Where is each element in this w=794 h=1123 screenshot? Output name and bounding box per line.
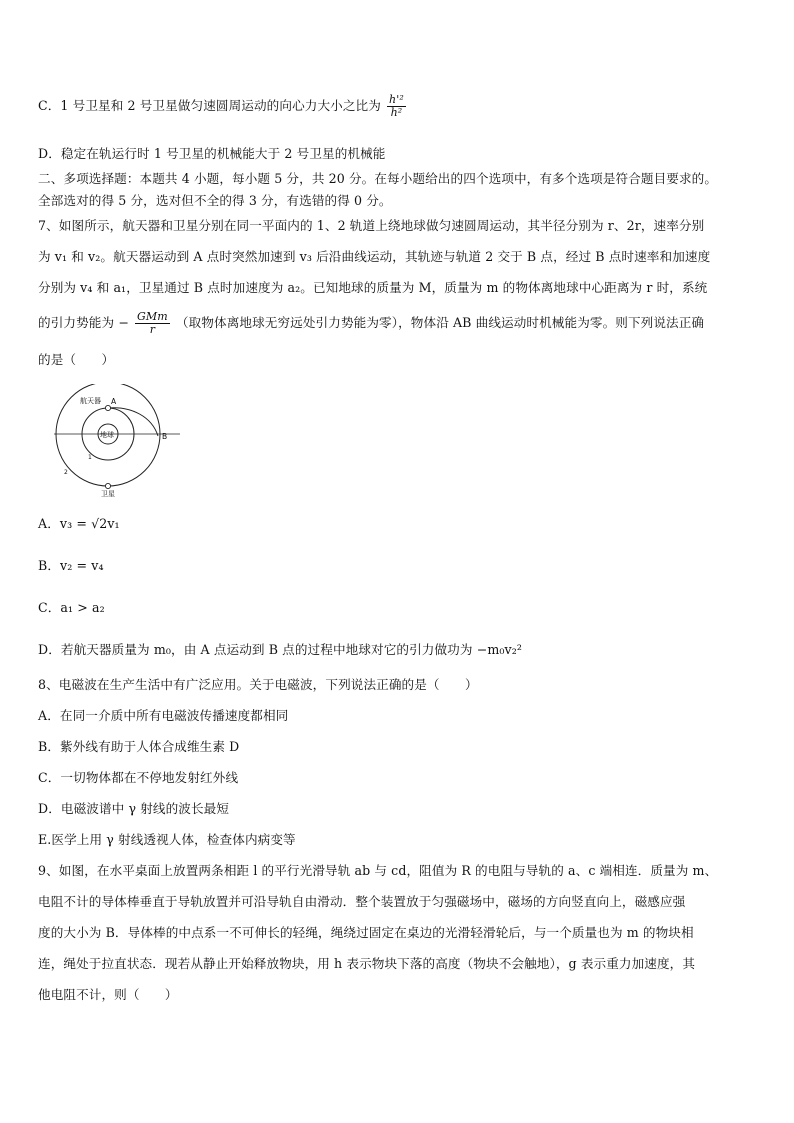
q6-option-c (38, 94, 760, 119)
q9-stem-line-3: 度的大小为 B．导体棒的中点系一不可伸长的轻绳，绳绕过固定在桌边的光滑轻滑轮后，与一个质量也为 m 的物块相 (38, 925, 694, 940)
orbit-diagram (52, 384, 182, 499)
section-2-instructions-line-2: 全部选对的得 5 分，选对但不全的得 3 分，有选错的得 0 分。 (38, 193, 392, 208)
label-point-b: B (162, 432, 168, 441)
transfer-trajectory-curve (108, 408, 158, 436)
fraction-denominator: h² (390, 106, 403, 119)
q7-option-b: B．v₂ = v₄ (38, 558, 104, 573)
q6-option-c-text: C．1 号卫星和 2 号卫星做匀速圆周运动的向心力大小之比为 (38, 98, 381, 113)
q7-option-c: C．a₁ > a₂ (38, 600, 105, 615)
label-satellite: 卫星 (101, 490, 115, 498)
q9-stem-line-4: 连，绳处于拉直状态．现若从静止开始释放物块，用 h 表示物块下落的高度（物块不会触地），g 表示重力加速度，其 (38, 956, 696, 971)
q9-stem-line-5: 他电阻不计，则（ ） (38, 987, 178, 1002)
q7-stem-line-4-rest: （取物体离地球无穷远处引力势能为零），物体沿 AB 曲线运动时机械能为零。则下列说法正确 (175, 315, 705, 330)
satellite-marker (105, 483, 110, 488)
label-orbit-2: 2 (64, 469, 68, 476)
q7-potential-energy-prefix: 的引力势能为 − (38, 315, 129, 330)
fraction-numerator: h'² (389, 93, 404, 106)
q7-potential-energy-fraction (135, 311, 170, 336)
q8-option-a: A．在同一介质中所有电磁波传播速度都相同 (38, 708, 289, 723)
q7-stem-line-4 (38, 311, 760, 336)
q6-option-d: D．稳定在轨运行时 1 号卫星的机械能大于 2 号卫星的机械能 (38, 146, 386, 161)
label-spacecraft: 航天器 (80, 397, 101, 405)
label-point-a: A (111, 397, 117, 406)
q9-stem-line-2: 电阻不计的导体棒垂直于导轨放置并可沿导轨自由滑动．整个装置放于匀强磁场中，磁场的方向竖直向上，磁感应强 (38, 894, 686, 909)
q8-option-c: C．一切物体都在不停地发射红外线 (38, 770, 239, 785)
fraction-numerator: GMm (137, 310, 168, 323)
q6-option-c-fraction (387, 94, 406, 119)
fraction-denominator: r (149, 323, 156, 336)
label-earth: 地球 (100, 431, 114, 439)
q8-option-e: E.医学上用 γ 射线透视人体，检查体内病变等 (38, 832, 296, 847)
q7-option-a: A．v₃ = √2v₁ (38, 516, 120, 531)
spacecraft-marker (105, 405, 110, 410)
q9-stem-line-1: 9、如图，在水平桌面上放置两条相距 l 的平行光滑导轨 ab 与 cd，阻值为 R 的电阻与导轨的 a、c 端相连．质量为 m、 (38, 863, 718, 878)
q8-option-d: D．电磁波谱中 γ 射线的波长最短 (38, 801, 230, 816)
label-orbit-1: 1 (88, 454, 92, 461)
q7-stem-line-1: 7、如图所示，航天器和卫星分别在同一平面内的 1、2 轨道上绕地球做匀速圆周运动，其半径分别为 r、2r，速率分别 (38, 218, 705, 233)
q8-stem: 8、电磁波在生产生活中有广泛应用。关于电磁波，下列说法正确的是（ ） (38, 677, 478, 692)
q7-stem-line-3: 分别为 v₄ 和 a₁，卫星通过 B 点时加速度为 a₂。已知地球的质量为 M，质量为 m 的物体离地球中心距离为 r 时，系统 (38, 280, 708, 295)
q7-option-d: D．若航天器质量为 m₀，由 A 点运动到 B 点的过程中地球对它的引力做功为 −m₀v₂² (38, 642, 523, 657)
section-2-instructions-line-1: 二、多项选择题：本题共 4 小题，每小题 5 分，共 20 分。在每小题给出的四个选项中，有多个选项是符合题目要求的。 (38, 171, 718, 186)
q7-stem-line-5: 的是（ ） (38, 352, 115, 367)
q8-option-b: B．紫外线有助于人体合成维生素 D (38, 739, 240, 754)
q7-stem-line-2: 为 v₁ 和 v₂。航天器运动到 A 点时突然加速到 v₃ 后沿曲线运动，其轨迹与轨道 2 交于 B 点，经过 B 点时速率和加速度 (38, 249, 711, 264)
